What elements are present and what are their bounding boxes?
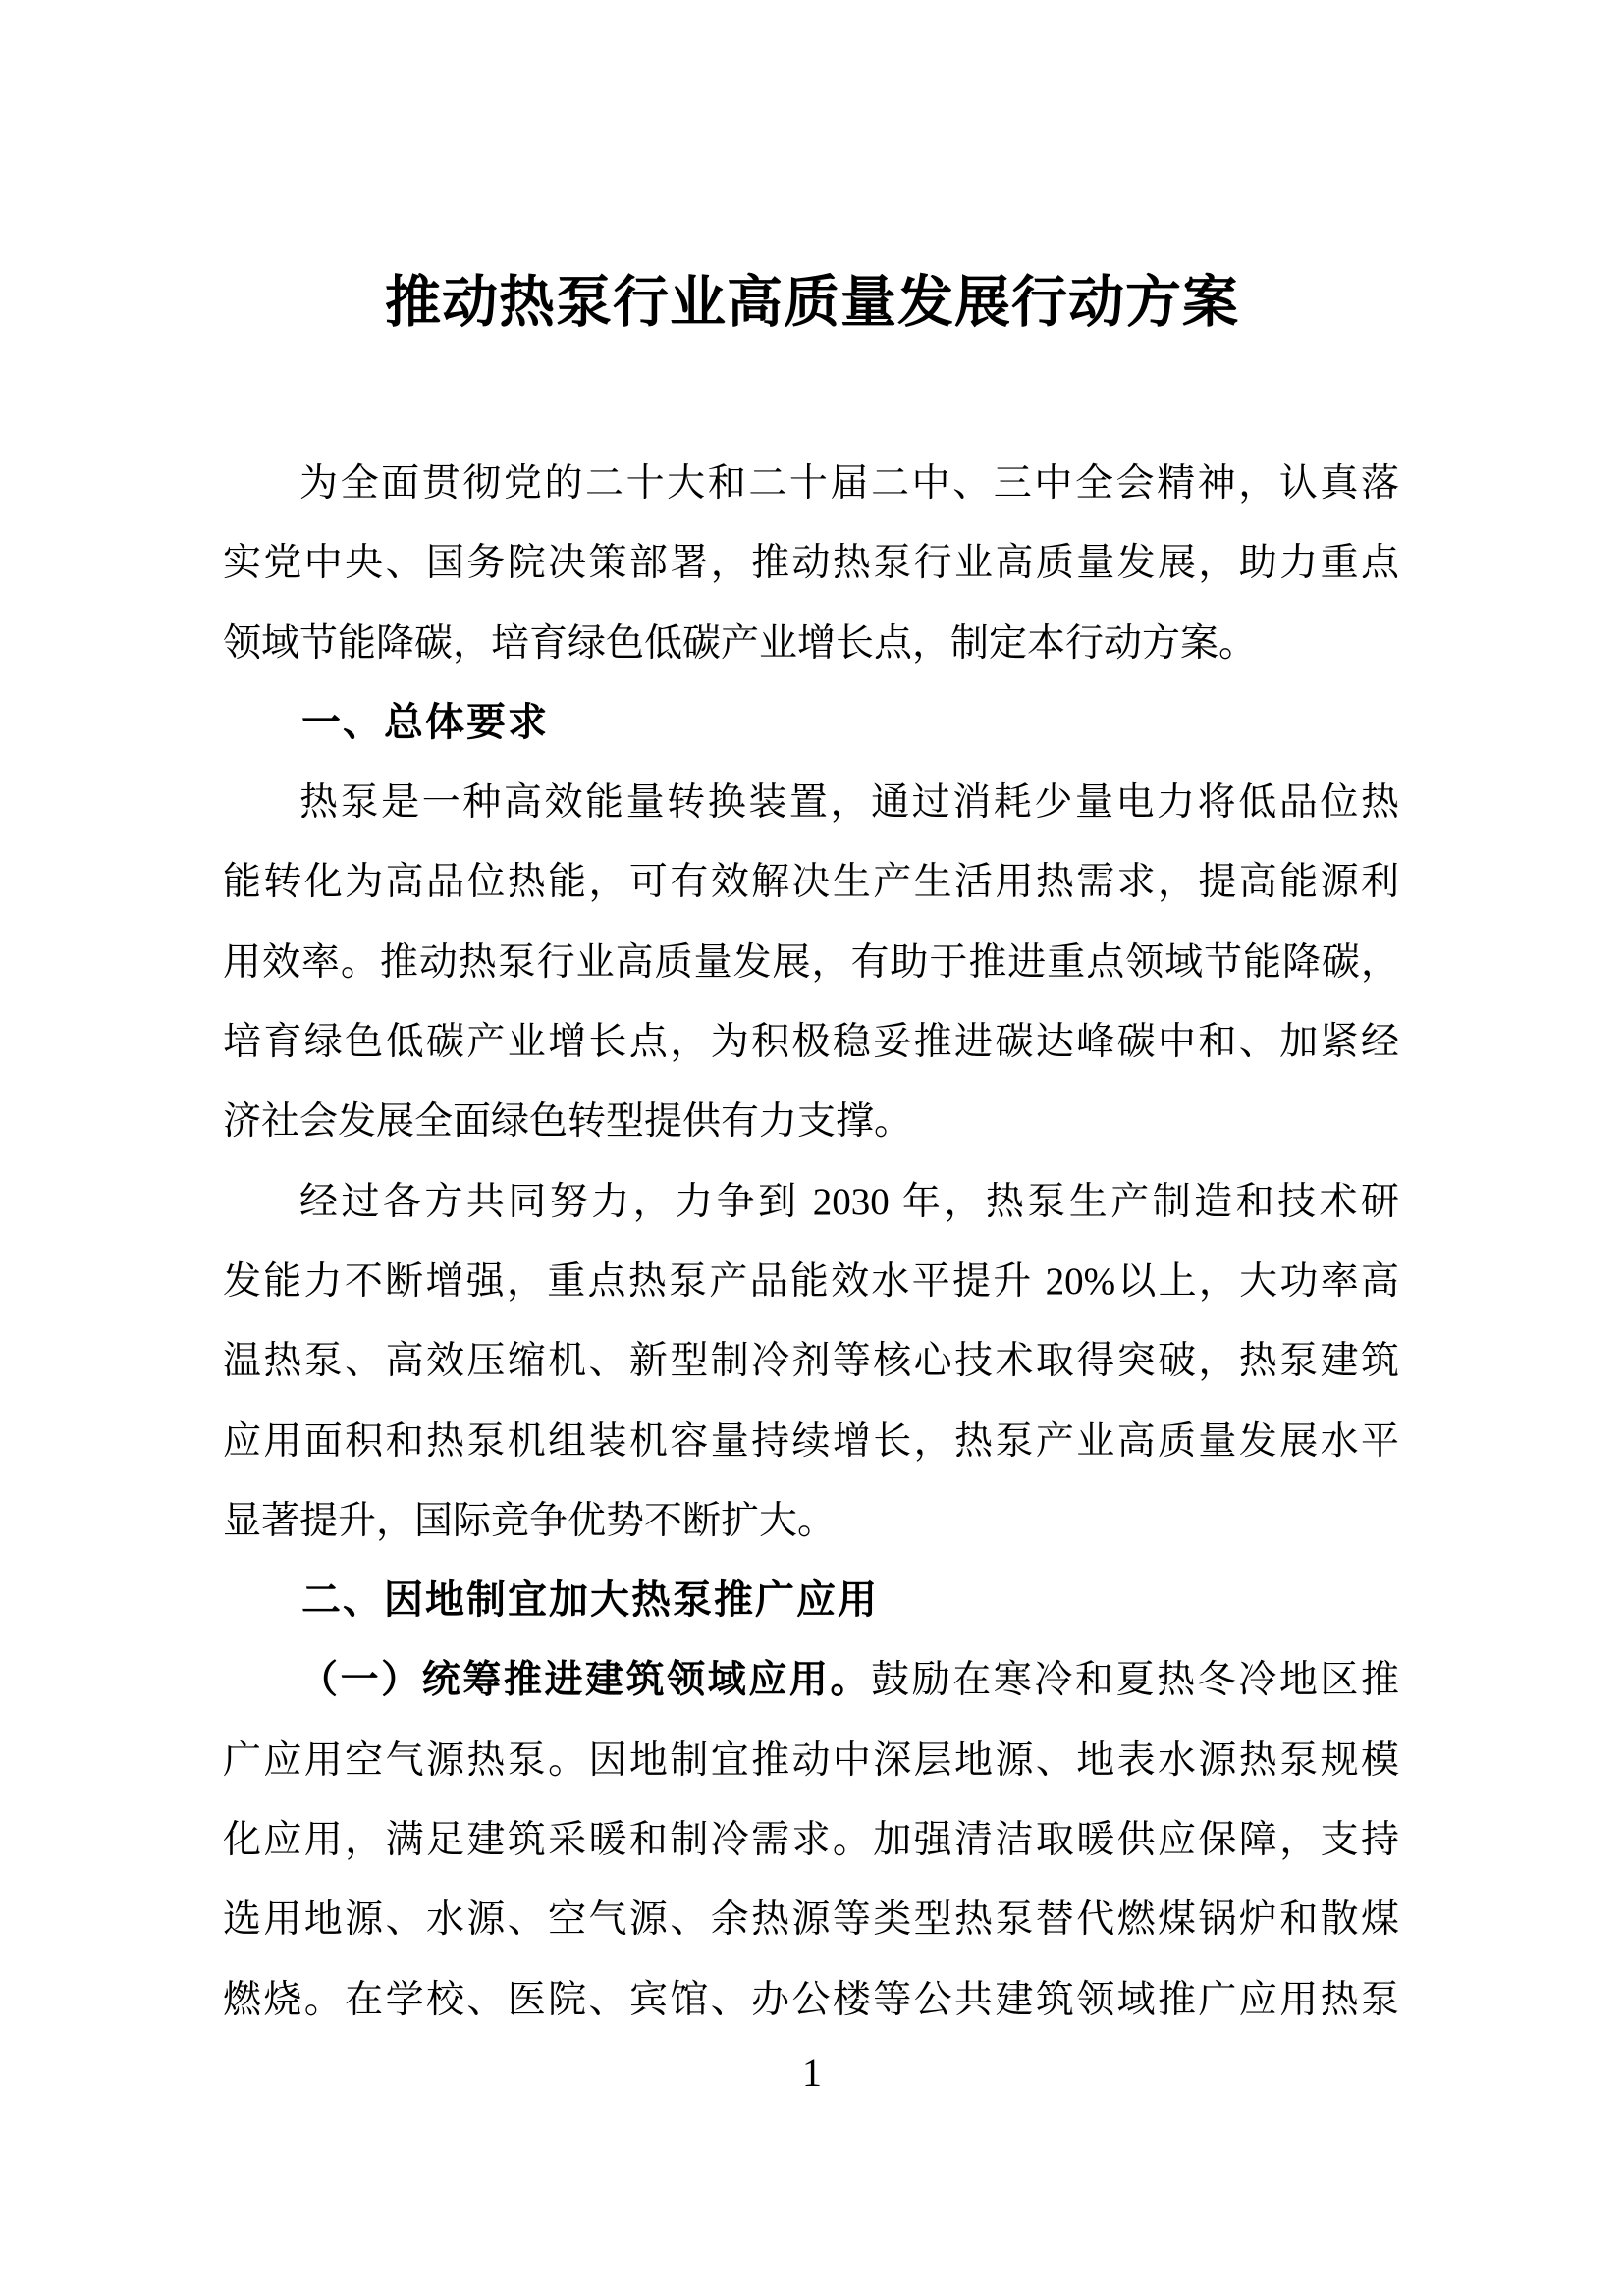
document-title: 推动热泵行业高质量发展行动方案 bbox=[385, 272, 1239, 334]
paragraph-4-line-3: 化应用，满足建筑采暖和制冷需求。加强清洁取暖供应保障，支持 bbox=[223, 1819, 1399, 1862]
paragraph-4-line-4: 选用地源、水源、空气源、余热源等类型热泵替代燃煤锅炉和散煤 bbox=[223, 1898, 1399, 1942]
paragraph-3-line-4: 应用面积和热泵机组装机容量持续增长，热泵产业高质量发展水平 bbox=[223, 1419, 1399, 1463]
paragraph-3-line-1: 经过各方共同努力，力争到 2030 年，热泵生产制造和技术研 bbox=[299, 1180, 1399, 1223]
paragraph-1-line-2: 实党中央、国务院决策部署，推动热泵行业高质量发展，助力重点 bbox=[223, 542, 1399, 585]
paragraph-2-line-1: 热泵是一种高效能量转换装置，通过消耗少量电力将低品位热 bbox=[299, 781, 1399, 825]
paragraph-2-line-5: 济社会发展全面绿色转型提供有力支撑。 bbox=[223, 1100, 913, 1144]
paragraph-3-line-3: 温热泵、高效压缩机、新型制冷剂等核心技术取得突破，热泵建筑 bbox=[223, 1340, 1399, 1383]
section-heading-2: 二、因地制宜加大热泵推广应用 bbox=[301, 1578, 879, 1623]
page-number: 1 bbox=[802, 2051, 822, 2095]
paragraph-4-line-1 bbox=[223, 1640, 1399, 1720]
paragraph-1-line-3: 领域节能降碳，培育绿色低碳产业增长点，制定本行动方案。 bbox=[223, 621, 1258, 665]
paragraph-4-line-5: 燃烧。在学校、医院、宾馆、办公楼等公共建筑领域推广应用热泵 bbox=[223, 1978, 1399, 2021]
paragraph-1-line-1: 为全面贯彻党的二十大和二十届二中、三中全会精神，认真落 bbox=[299, 462, 1399, 505]
paragraph-4-line-2: 广应用空气源热泵。因地制宜推动中深层地源、地表水源热泵规模 bbox=[223, 1738, 1399, 1782]
document-body bbox=[223, 444, 1399, 2040]
paragraph-4-line-1-rest: 鼓励在寒冷和夏热冬冷地区推 bbox=[871, 1659, 1399, 1702]
section-heading-1: 一、总体要求 bbox=[301, 700, 549, 744]
paragraph-4-subheading: （一）统筹推进建筑领域应用。 bbox=[299, 1659, 872, 1702]
paragraph-2-line-3: 用效率。推动热泵行业高质量发展，有助于推进重点领域节能降碳， bbox=[223, 940, 1399, 984]
paragraph-3-line-5: 显著提升，国际竞争优势不断扩大。 bbox=[223, 1499, 837, 1542]
paragraph-2-line-4: 培育绿色低碳产业增长点，为积极稳妥推进碳达峰碳中和、加紧经 bbox=[223, 1021, 1399, 1064]
paragraph-3-line-2: 发能力不断增强，重点热泵产品能效水平提升 20%以上，大功率高 bbox=[223, 1259, 1399, 1303]
paragraph-2-line-2: 能转化为高品位热能，可有效解决生产生活用热需求，提高能源利 bbox=[223, 861, 1399, 904]
